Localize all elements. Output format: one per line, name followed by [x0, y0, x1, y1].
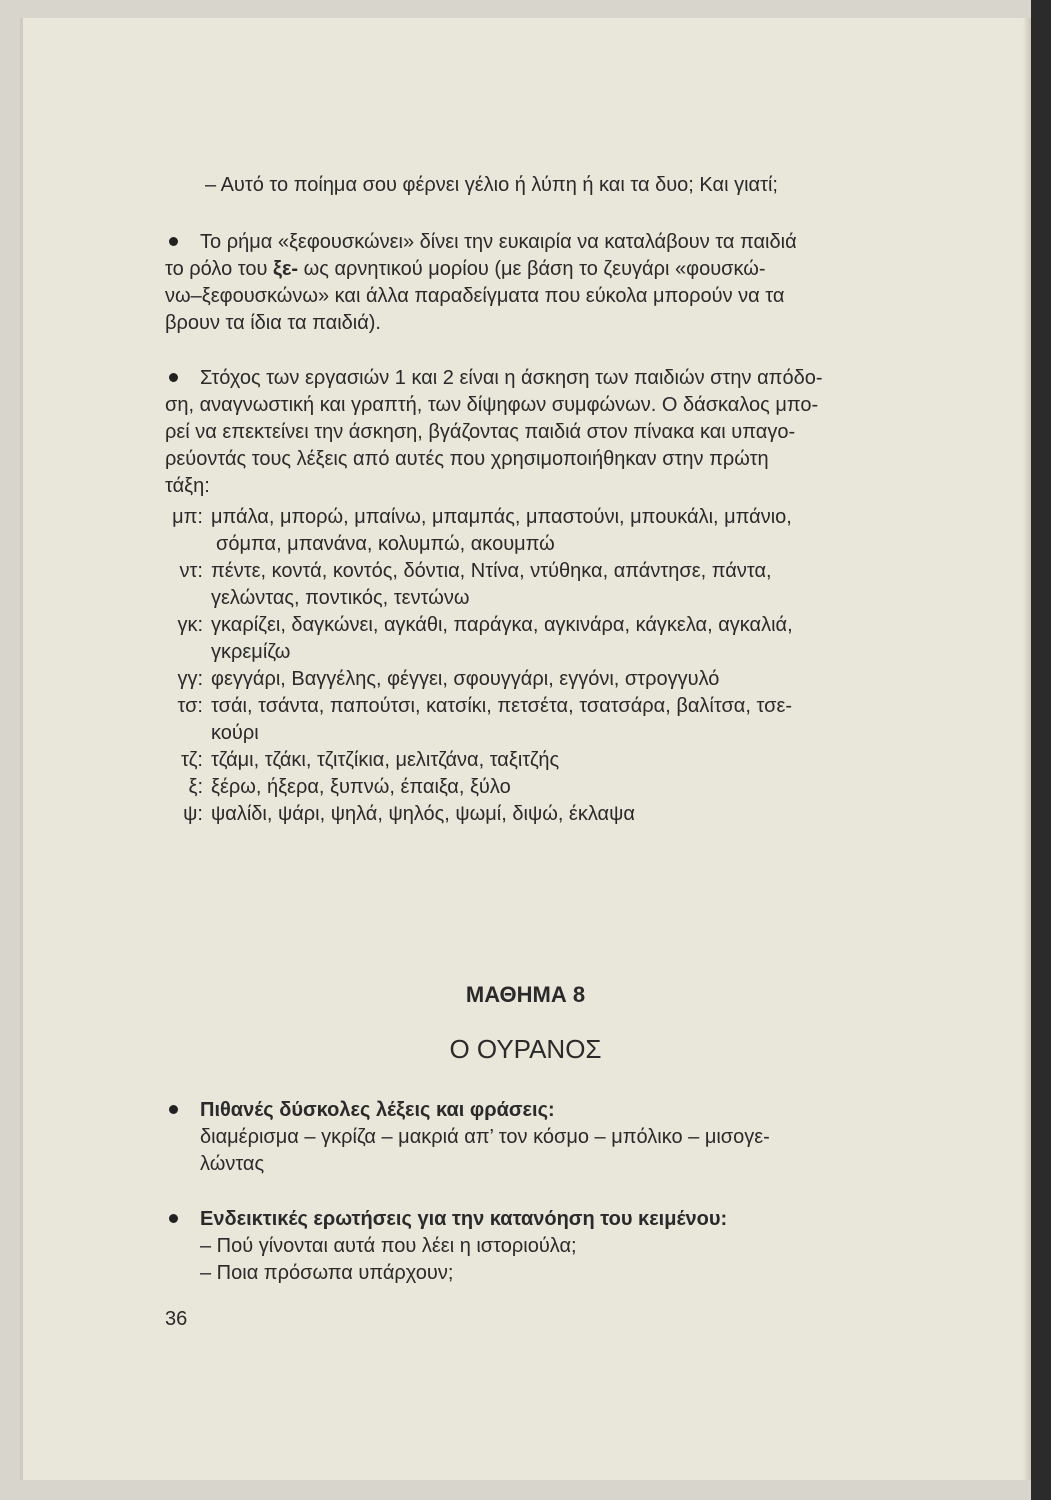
- consonant-row-mp: [163, 504, 893, 558]
- bullet-icon: [169, 237, 178, 246]
- difficult-words-line2: λώντας: [200, 1153, 265, 1175]
- consonant-words: ξέρω, ήξερα, ξυπνώ, έπαιξα, ξύλο: [211, 776, 511, 798]
- difficult-words-heading: Πιθανές δύσκολες λέξεις και φράσεις:: [200, 1099, 555, 1121]
- para2-line3: ρεί να επεκτείνει την άσκηση, βγάζοντας παιδιά στον πίνακα και υπαγο-: [165, 421, 796, 443]
- consonant-key: ψ:: [183, 803, 203, 825]
- questions-section: [165, 1206, 885, 1287]
- consonant-words: μπάλα, μπορώ, μπαίνω, μπαμπάς, μπαστούνι, μπουκάλι, μπάνιο,: [211, 506, 792, 528]
- consonant-words-cont: γκρεμίζω: [211, 641, 291, 663]
- consonant-row-ks: [163, 774, 893, 801]
- consonant-key: τζ:: [181, 749, 203, 771]
- consonant-words: γκαρίζει, δαγκώνει, αγκάθι, παράγκα, αγκινάρα, κάγκελα, αγκαλιά,: [211, 614, 793, 636]
- consonant-row-tz: [163, 747, 893, 774]
- intro-question: – Αυτό το ποίημα σου φέρνει γέλιο ή λύπη ή και τα δυο; Και γιατί;: [205, 174, 778, 196]
- para2-line1: Στόχος των εργασιών 1 και 2 είναι η άσκηση των παιδιών στην απόδο-: [200, 367, 823, 389]
- para1-line1: Το ρήμα «ξεφουσκώνει» δίνει την ευκαιρία να καταλάβουν τα παιδιά: [200, 231, 797, 253]
- consonant-words: τσάι, τσάντα, παπούτσι, κατσίκι, πετσέτα, τσατσάρα, βαλίτσα, τσε-: [211, 695, 793, 717]
- consonant-words-cont: σόμπα, μπανάνα, κολυμπώ, ακουμπώ: [216, 533, 555, 555]
- consonant-words: φεγγάρι, Βαγγέλης, φέγγει, σφουγγάρι, εγγόνι, στρογγυλό: [211, 668, 720, 690]
- consonant-key: τσ:: [177, 695, 203, 717]
- question-2: – Ποια πρόσωπα υπάρχουν;: [200, 1262, 454, 1284]
- lesson-title: ΜΑΘΗΜΑ 8: [465, 982, 586, 1007]
- bullet-icon: [169, 1105, 178, 1114]
- consonant-words: πέντε, κοντά, κοντός, δόντια, Ντίνα, ντύθηκα, απάντησε, πάντα,: [211, 560, 772, 582]
- consonant-words-cont: γελώντας, ποντικός, τεντώνω: [211, 587, 470, 609]
- consonant-key: γγ:: [177, 668, 203, 690]
- para1-line2-a: το ρόλο του: [165, 258, 274, 280]
- consonant-list: [163, 504, 893, 828]
- consonant-key: μπ:: [172, 506, 203, 528]
- para2-line2: ση, αναγνωστική και γραπτή, των δίψηφων συμφώνων. Ο δάσκαλος μπο-: [165, 394, 819, 416]
- bullet-icon: [169, 373, 178, 382]
- consonant-row-ts: [163, 693, 893, 747]
- para1-line3: νω–ξεφουσκώνω» και άλλα παραδείγματα που εύκολα μπορούν να τα: [165, 285, 785, 307]
- paragraph-prefix-xe: [165, 229, 885, 337]
- page-edge: [1023, 18, 1031, 1480]
- consonant-row-gk: [163, 612, 893, 666]
- questions-heading: Ενδεικτικές ερωτήσεις για την κατανόηση του κειμένου:: [200, 1208, 728, 1230]
- bullet-icon: [169, 1214, 178, 1223]
- consonant-words: ψαλίδι, ψάρι, ψηλά, ψηλός, ψωμί, διψώ, έκλαψα: [211, 803, 635, 825]
- para1-line2-b: ως αρνητικού μορίου (με βάση το ζευγάρι «φουσκώ-: [298, 258, 766, 280]
- consonant-words-cont: κούρι: [211, 722, 259, 744]
- question-1: – Πού γίνονται αυτά που λέει η ιστοριούλα;: [200, 1235, 577, 1257]
- consonant-row-gg: [163, 666, 893, 693]
- para2-line5: τάξη:: [165, 475, 210, 497]
- para1-line4: βρουν τα ίδια τα παιδιά).: [165, 312, 381, 334]
- difficult-words-line1: διαμέρισμα – γκρίζα – μακριά απ’ τον κόσμο – μπόλικο – μισογε-: [200, 1126, 770, 1148]
- consonant-key: ξ:: [188, 776, 203, 798]
- para2-line4: ρεύοντάς τους λέξεις από αυτές που χρησιμοποιήθηκαν στην πρώτη: [165, 448, 769, 470]
- consonant-row-ps: [163, 801, 893, 828]
- book-spine: [1031, 0, 1051, 1500]
- page-number: 36: [165, 1308, 188, 1330]
- consonant-words: τζάμι, τζάκι, τζιτζίκια, μελιτζάνα, ταξιτζής: [211, 749, 560, 771]
- lesson-subtitle: Ο ΟΥΡΑΝΟΣ: [449, 1034, 602, 1064]
- consonant-row-nt: [163, 558, 893, 612]
- consonant-key: γκ:: [177, 614, 203, 636]
- difficult-words-section: [165, 1097, 885, 1178]
- paragraph-exercise-goal: [165, 365, 885, 500]
- para1-bold-prefix: ξε-: [273, 258, 299, 280]
- consonant-key: ντ:: [179, 560, 203, 582]
